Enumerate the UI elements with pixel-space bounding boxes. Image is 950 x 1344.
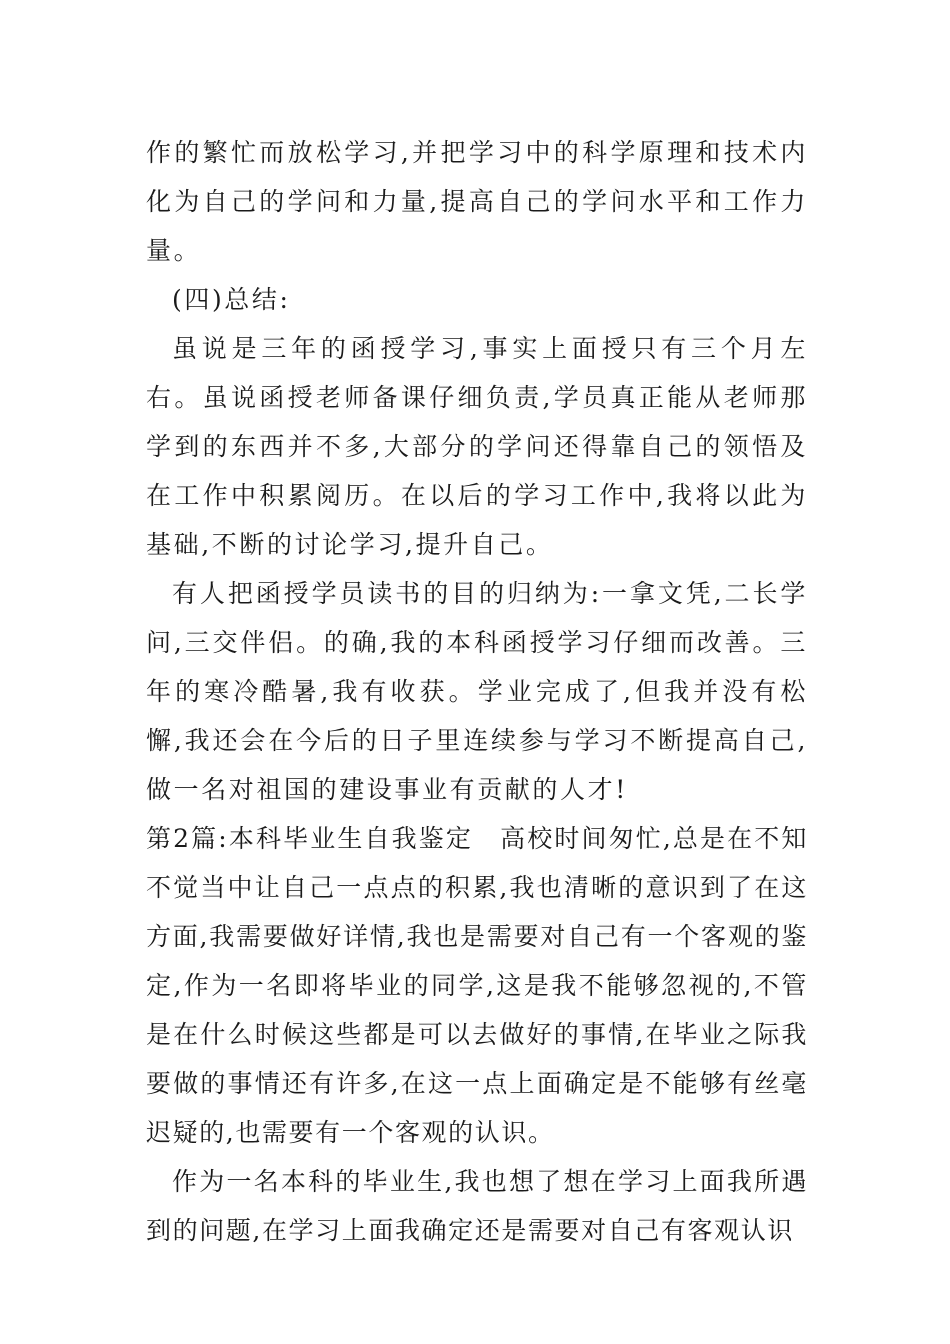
paragraph-summary: 虽说是三年的函授学习,事实上面授只有三个月左右。虽说函授老师备课仔细负责,学员真正能从老师那学到的东西并不多,大部分的学问还得靠自己的领悟及在工作中积累阅历。在以后的学习工作中,我将以此为基础,不断的讨论学习,提升自己。	[146, 334, 808, 559]
section-heading-summary: (四)总结:	[172, 285, 291, 314]
paragraph-graduate: 作为一名本科的毕业生,我也想了想在学习上面我所遇到的问题,在学习上面我确定还是需要对自己有客观认识	[146, 1167, 808, 1245]
paragraph-article-2: 第2篇:本科毕业生自我鉴定 高校时间匆忙,总是在不知不觉当中让自己一点点的积累,我也清晰的意识到了在这方面,我需要做好详情,我也是需要对自己有一个客观的鉴定,作为一名即将毕业的同学,这是我不能够忽视的,不管是在什么时候这些都是可以去做好的事情,在毕业之际我要做的事情还有许多,在这一点上面确定是不能够有丝毫迟疑的,也需要有一个客观的认识。	[146, 824, 808, 1147]
paragraph-purpose: 有人把函授学员读书的目的归纳为:一拿文凭,二长学问,三交伴侣。的确,我的本科函授学习仔细而改善。三年的寒冷酷暑,我有收获。学业完成了,但我并没有松懈,我还会在今后的日子里连续参与学习不断提高自己,做一名对祖国的建设事业有贡献的人才!	[146, 579, 808, 804]
document-body	[146, 128, 808, 1255]
paragraph-continuation: 作的繁忙而放松学习,并把学习中的科学原理和技术内化为自己的学问和力量,提高自己的学问水平和工作力量。	[146, 138, 808, 265]
